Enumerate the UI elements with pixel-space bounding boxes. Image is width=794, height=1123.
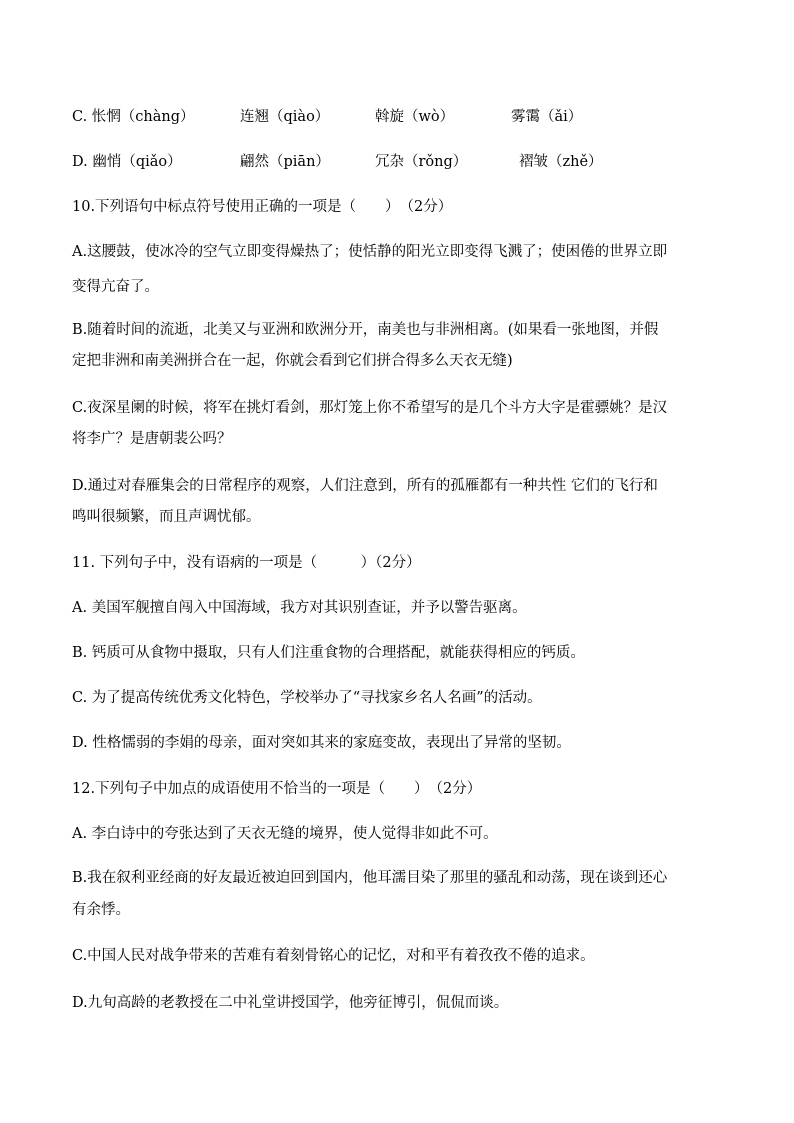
q10-option-a-line2: 变得亢奋了。 <box>72 279 159 295</box>
q9-option-d-word2: 翩然（piān） <box>240 154 330 170</box>
q12-option-b-line1: B.我在叙利亚经商的好友最近被迫回到国内，他耳濡目染了那里的骚乱和动荡，现在谈到还心 <box>72 870 668 886</box>
q10-option-d-line2: 鸣叫很频繁，而且声调忧郁。 <box>72 509 261 525</box>
q9-option-d-word3: 冗杂（rǒng） <box>375 154 468 170</box>
q11-option-b: B. 钙质可从食物中摄取，只有人们注重食物的合理搭配，就能获得相应的钙质。 <box>72 645 585 661</box>
q10-option-b-line1: B.随着时间的流逝，北美又与亚洲和欧洲分开，南美也与非洲相离。(如果看一张地图，并假 <box>72 322 659 338</box>
q12-option-b-line2: 有余悸。 <box>72 902 130 918</box>
q11-option-d: D. 性格懦弱的李娟的母亲，面对突如其来的家庭变故，表现出了异常的坚韧。 <box>72 735 571 751</box>
q11-option-c: C. 为了提高传统优秀文化特色，学校举办了“寻找家乡名人名画”的活动。 <box>72 690 542 706</box>
q9-option-c-word2: 连翘（qiào） <box>240 109 330 125</box>
q10-option-c-line2: 将李广？是唐朝裴公吗？ <box>72 431 232 447</box>
q10-stem: 10.下列语句中标点符号使用正确的一项是（ ） （2分） <box>72 199 453 215</box>
q9-option-c-word3: 斡旋（wò） <box>375 109 455 125</box>
q10-option-b-line2: 定把非洲和南美洲拼合在一起，你就会看到它们拼合得多么天衣无缝) <box>72 353 513 369</box>
q11-option-a: A. 美国军舰擅自闯入中国海域，我方对其识别查证，并予以警告驱离。 <box>72 600 527 616</box>
q12-stem: 12.下列句子中加点的成语使用不恰当的一项是（ ） （2分） <box>72 781 482 797</box>
q9-option-d-label: D. 幽悄（qiǎo） <box>72 154 182 170</box>
q9-option-c-label: C. 怅惘（chàng） <box>72 109 195 125</box>
q12-option-a: A. 李白诗中的夸张达到了天衣无缝的境界，使人觉得非如此不可。 <box>72 826 498 842</box>
q12-option-d: D.九旬高龄的老教授在二中礼堂讲授国学，他旁征博引，侃侃而谈。 <box>72 995 509 1011</box>
q12-option-c: C.中国人民对战争带来的苦难有着刻骨铭心的记忆，对和平有着孜孜不倦的追求。 <box>72 948 595 964</box>
q10-option-a-line1: A.这腰鼓，使冰冷的空气立即变得燥热了；使恬静的阳光立即变得飞溅了；使困倦的世界立即 <box>72 244 668 260</box>
q10-option-c-line1: C.夜深星阑的时候，将军在挑灯看剑，那灯笼上你不希望写的是几个斗方大字是霍骠姚？是汉 <box>72 400 668 416</box>
q10-option-d-line1: D.通过对春雁集会的日常程序的观察，人们注意到，所有的孤雁都有一种共性 它们的飞行和 <box>72 478 658 494</box>
q11-stem: 11. 下列句子中，没有语病的一项是（ ）（2分） <box>72 555 421 571</box>
q9-option-d-word4: 褶皱（zhě） <box>519 154 603 170</box>
q9-option-c-word4: 雾霭（ǎi） <box>511 109 583 125</box>
